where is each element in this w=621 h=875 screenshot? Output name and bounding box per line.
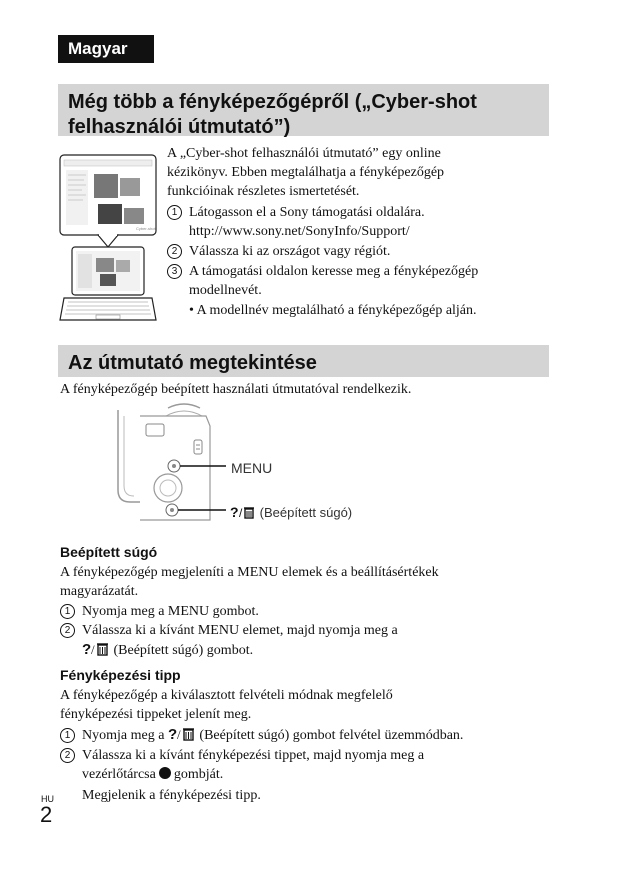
intro-line-1: A „Cyber-shot felhasználói útmutató” egy online	[167, 146, 441, 161]
step-number-2: 2	[167, 244, 182, 259]
svg-text:/: /	[91, 642, 95, 656]
step-text: Válassza ki a kívánt fényképezési tippet, majd nyomja meg a	[82, 748, 425, 763]
help-trash-icon	[230, 505, 256, 519]
shooting-tip-step-2-cont	[82, 765, 223, 785]
shooting-tip-desc-2: fényképezési tippeket jelenít meg.	[60, 707, 252, 722]
shooting-tip-step-1	[60, 726, 463, 746]
builtin-help-desc-2: magyarázatát.	[60, 584, 139, 599]
step-3	[167, 262, 478, 282]
section2-intro: A fényképezőgép beépített használati útmutatóval rendelkezik.	[60, 382, 412, 397]
shooting-tip-heading: Fényképezési tipp	[60, 667, 181, 683]
shooting-tip-result: Megjelenik a fényképezési tipp.	[82, 788, 261, 803]
step-2	[167, 242, 390, 262]
help-button-label	[230, 505, 352, 520]
builtin-help-step-2-cont	[82, 641, 253, 661]
step-text-pre: Nyomja meg a	[82, 728, 165, 743]
svg-text:?: ?	[230, 505, 239, 519]
step-2-text: Válassza ki az országot vagy régiót.	[189, 244, 391, 259]
step-number: 2	[60, 748, 75, 763]
step-number: 1	[60, 604, 75, 619]
step-text: Nyomja meg a MENU gombot.	[82, 604, 259, 619]
builtin-help-step-1	[60, 602, 259, 622]
step-text-post: (Beépített súgó) gombot felvétel üzemmódban.	[199, 728, 464, 743]
screen-brand-text: Cyber-shot	[136, 226, 156, 231]
step-number-1: 1	[167, 205, 182, 220]
language-code: HU	[41, 794, 54, 804]
step-text: (Beépített súgó) gombot.	[113, 643, 254, 658]
step-number: 1	[60, 728, 75, 743]
builtin-help-heading: Beépített súgó	[60, 544, 158, 560]
intro-line-2: kézikönyv. Ebben megtalálhatja a fényképezőgép	[167, 165, 445, 180]
laptop-help-guide-illustration	[58, 150, 158, 325]
model-name-bullet: • A modellnév megtalálható a fényképezőgép alján.	[189, 303, 477, 318]
help-trash-icon	[168, 726, 196, 741]
step-number: 2	[60, 623, 75, 638]
intro-line-3: funkcióinak részletes ismertetését.	[167, 184, 360, 199]
help-button-text: (Beépített súgó)	[259, 505, 353, 520]
menu-button-label: MENU	[231, 460, 273, 476]
builtin-help-desc-1: A fényképezőgép megjeleníti a MENU elemek és a beállításértékek	[60, 565, 439, 580]
step-3-text-cont: modellnevét.	[189, 283, 262, 298]
builtin-help-step-2	[60, 621, 398, 641]
section-header-more-info	[58, 84, 549, 136]
page-number: 2	[40, 802, 53, 827]
step-3-text: A támogatási oldalon keresse meg a fényképezőgép	[189, 264, 479, 279]
svg-text:?: ?	[167, 726, 178, 741]
step-1-text: Látogasson el a Sony támogatási oldalára.	[189, 205, 425, 220]
step-text: Válassza ki a kívánt MENU elemet, majd nyomja meg a	[82, 623, 398, 638]
shooting-tip-step-2	[60, 746, 424, 766]
step-text-pre: vezérlőtárcsa	[82, 767, 156, 782]
support-url: http://www.sony.net/SonyInfo/Support/	[189, 224, 410, 239]
center-button-icon	[159, 767, 171, 779]
step-1	[167, 203, 425, 223]
language-tab: Magyar	[58, 35, 154, 63]
svg-text:/: /	[239, 506, 243, 519]
section-title-line2: felhasználói útmutató”)	[68, 116, 291, 138]
svg-text:?: ?	[82, 641, 92, 656]
step-text-post: gombját.	[173, 767, 224, 782]
section-title-line1: Még több a fényképezőgépről („Cyber-shot	[68, 91, 477, 113]
help-trash-icon	[82, 641, 110, 656]
section-header-view-guide: Az útmutató megtekintése	[58, 345, 549, 377]
svg-text:/: /	[176, 727, 181, 741]
shooting-tip-desc-1: A fényképezőgép a kiválasztott felvételi módnak megfelelő	[60, 688, 393, 703]
step-number-3: 3	[167, 264, 182, 279]
